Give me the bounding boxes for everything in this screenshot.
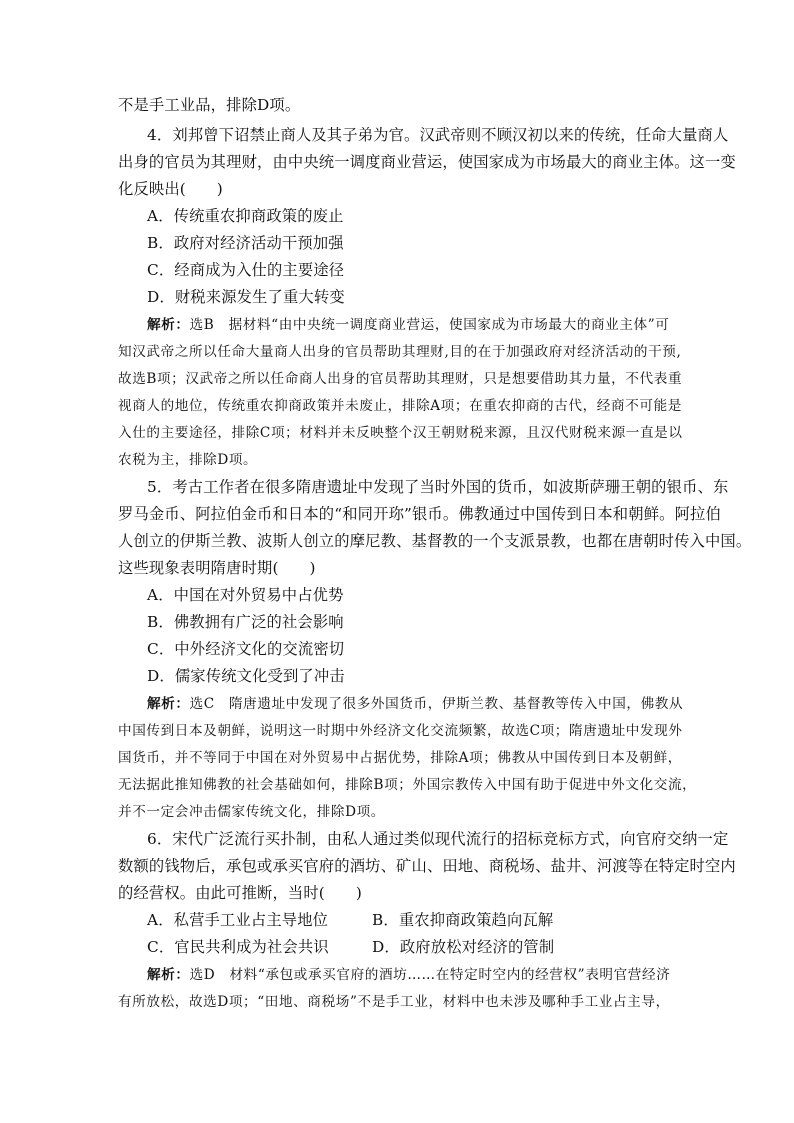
analysis-line: 入仕的主要途径，排除C项；材料并未反映整个汉王朝财税来源，且汉代财税来源一直是以 (118, 425, 683, 441)
analysis-line (147, 694, 683, 714)
option-a: A．传统重农抑商政策的废止 (147, 207, 344, 225)
analysis-text: 选B 据材料“由中央统一调度商业营运，使国家成为市场最大的商业主体”可 (189, 317, 670, 333)
option-c: C．官民共利成为社会共识 (147, 938, 329, 956)
option-a: A．中国在对外贸易中占优势 (147, 586, 344, 604)
analysis-line: 国货币，并不等同于中国在对外贸易中占据优势，排除A项；佛教从中国传到日本及朝鲜， (118, 750, 682, 766)
analysis-label: 解析： (147, 967, 190, 983)
option-c: C．经商成为入仕的主要途径 (147, 261, 345, 279)
analysis-line: 并不一定会冲击儒家传统文化，排除D项。 (118, 804, 385, 820)
option-d: D．儒家传统文化受到了冲击 (147, 667, 345, 685)
text-line: 数额的钱物后，承包或承买官府的酒坊、矿山、田地、商税场、盐井、河渡等在特定时空内 (118, 857, 736, 875)
text-line: 出身的官员为其理财，由中央统一调度商业营运，使国家成为市场最大的商业主体。这一变 (118, 153, 736, 171)
text-line: 人创立的伊斯兰教、波斯人创立的摩尼教、基督教的一个支派景教，也都在唐朝时传入中国。 (118, 532, 752, 550)
analysis-text: 选D 材料“承包或承买官府的酒坊……在特定时空内的经营权”表明官营经济 (189, 967, 671, 983)
analysis-label: 解析： (147, 696, 190, 712)
question-5-stem: 5．考古工作者在很多隋唐遗址中发现了当时外国的货币，如波斯萨珊王朝的银币、东 (147, 478, 729, 496)
text-line: 罗马金币、阿拉伯金币和日本的“和同开珎”银币。佛教通过中国传到日本和朝鲜。阿拉伯 (118, 505, 721, 523)
analysis-line: 视商人的地位，传统重农抑商政策并未废止，排除A项；在重农抑商的古代，经商不可能是 (118, 398, 682, 414)
analysis-line: 中国传到日本及朝鲜，说明这一时期中外经济文化交流频繁，故选C项；隋唐遗址中发现外 (118, 723, 683, 739)
option-b: B．政府对经济活动干预加强 (147, 234, 344, 252)
question-6-stem: 6．宋代广泛流行买扑制，由私人通过类似现代流行的招标竞标方式，向官府交纳一定 (147, 830, 729, 848)
analysis-line: 有所放松，故选D项；“田地、商税场”不是手工业，材料中也未涉及哪种手工业占主导， (118, 994, 670, 1010)
option-b: B．重农抑商政策趋向瓦解 (372, 911, 554, 929)
option-b: B．佛教拥有广泛的社会影响 (147, 613, 344, 631)
text-line: 的经营权。由此可推断，当时( ) (118, 884, 362, 902)
analysis-line: 故选B项；汉武帝之所以任命商人出身的官员帮助其理财，只是想要借助其力量，不代表重 (118, 371, 683, 387)
text-line: 这些现象表明隋唐时期( ) (118, 559, 316, 577)
text-line: 不是手工业品，排除D项。 (118, 96, 301, 114)
analysis-line: 知汉武帝之所以任命大量商人出身的官员帮助其理财,目的在于加强政府对经济活动的干预, (118, 344, 682, 360)
question-4-stem: 4．刘邦曾下诏禁止商人及其子弟为官。汉武帝则不顾汉初以来的传统，任命大量商人 (147, 126, 729, 144)
analysis-line (147, 315, 669, 335)
analysis-line (147, 965, 670, 985)
option-d: D．政府放松对经济的管制 (372, 938, 555, 956)
analysis-line: 无法据此推知佛教的社会基础如何，排除B项；外国宗教传入中国有助于促进中外文化交流， (118, 777, 697, 793)
option-d: D．财税来源发生了重大转变 (147, 288, 345, 306)
analysis-text: 选C 隋唐遗址中发现了很多外国货币，伊斯兰教、基督教等传入中国，佛教从 (189, 696, 684, 712)
option-a: A．私营手工业占主导地位 (147, 911, 329, 929)
analysis-label: 解析： (147, 317, 190, 333)
text-line: 化反映出( ) (118, 180, 223, 198)
analysis-line: 农税为主，排除D项。 (118, 452, 258, 468)
option-c: C．中外经济文化的交流密切 (147, 640, 345, 658)
